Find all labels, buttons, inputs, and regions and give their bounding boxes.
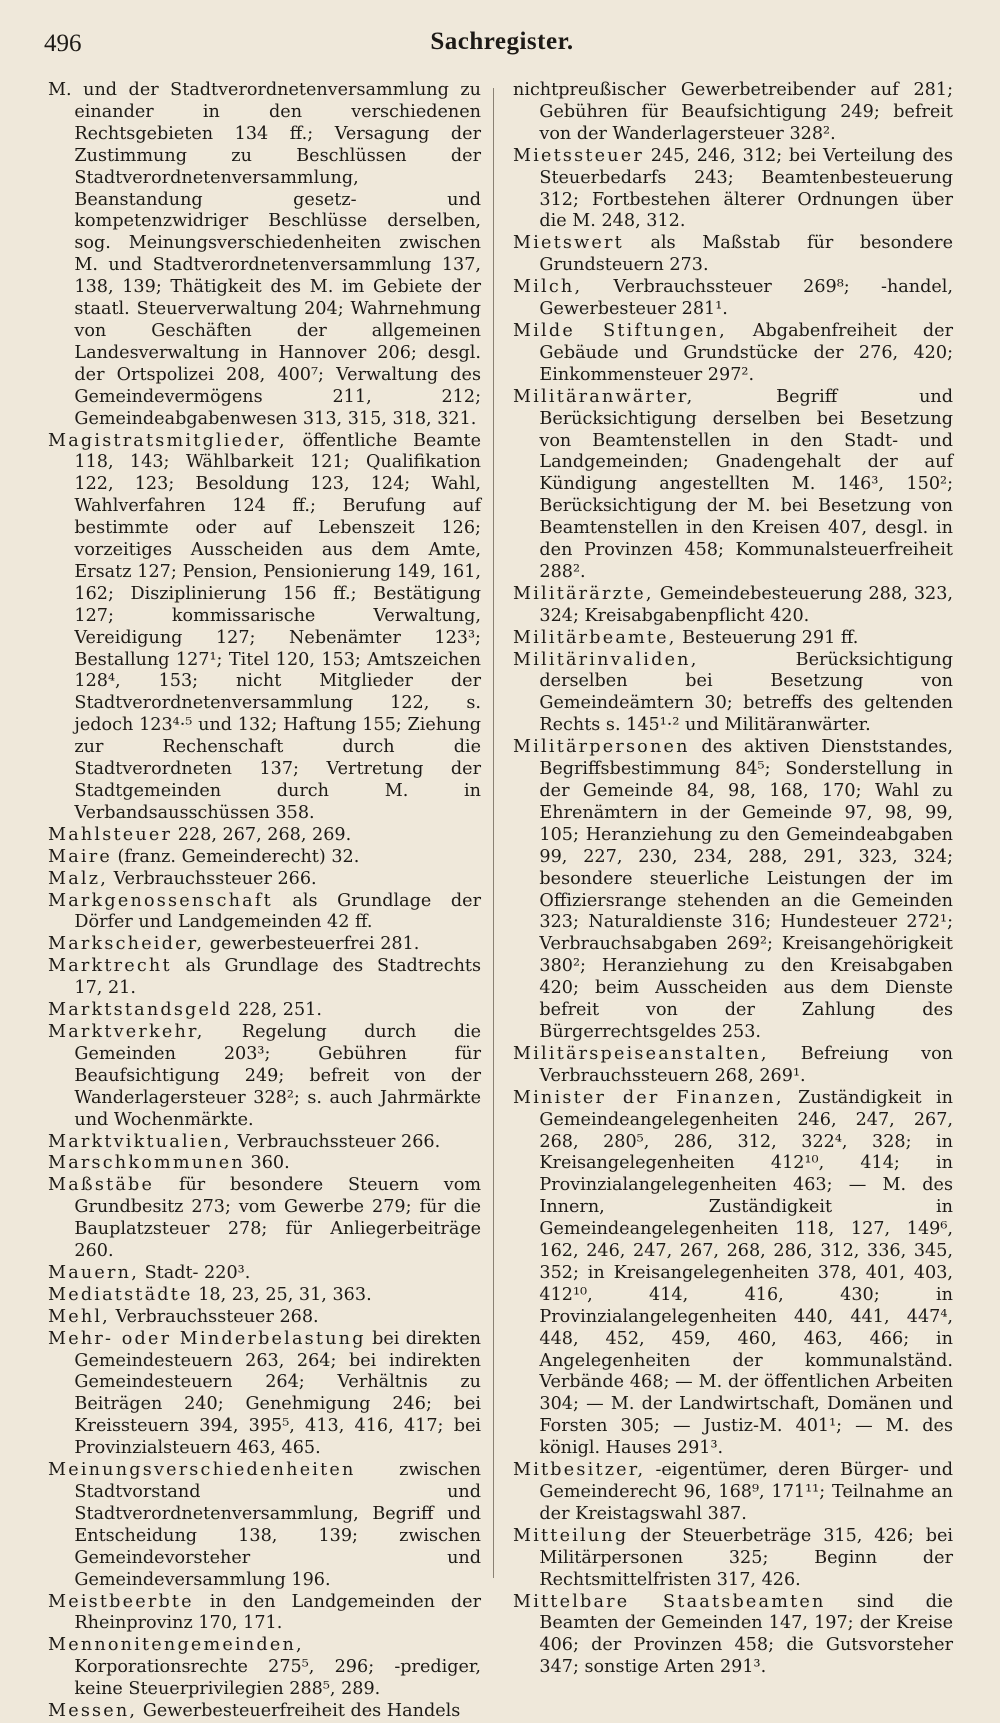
index-entry bbox=[48, 1000, 481, 1022]
entry-text: -eigentümer, deren Bürger- und Gemeinderecht 96, 168⁹, 171¹¹; Teilnahme an der Kreistagswahl 387. bbox=[539, 1460, 953, 1524]
entry-lemma: Milch, bbox=[513, 277, 583, 298]
entry-lemma: Militärärzte, bbox=[513, 583, 654, 604]
entry-text: gewerbesteuerfrei 281. bbox=[204, 934, 420, 955]
index-entry bbox=[513, 277, 953, 321]
entry-lemma: Meistbeerbte bbox=[48, 1591, 194, 1612]
entry-lemma: Mauern, bbox=[48, 1262, 139, 1283]
entry-lemma: Mehr- oder Minderbelastung bbox=[48, 1328, 366, 1349]
entry-text: Verbrauchssteuer 269⁸; -handel, Gewerbesteuer 281¹. bbox=[539, 277, 953, 320]
entry-text: Regelung durch die Gemeinden 203³; Gebühren für Beaufsichtigung 249; befreit von der Wanderlagersteuer 328²; s. auch Jahrmärkte und Wochenmärkte. bbox=[74, 1021, 481, 1130]
index-entry bbox=[513, 1460, 953, 1526]
entry-text: in den Landgemeinden der Rheinprovinz 170, 171. bbox=[74, 1591, 481, 1634]
entry-text: Verbrauchssteuer 268. bbox=[109, 1306, 319, 1327]
entry-lemma: Militärbeamte, bbox=[513, 627, 677, 648]
entry-text: 228, 251. bbox=[232, 1000, 322, 1021]
entry-lemma: Militärpersonen bbox=[513, 737, 690, 758]
index-entry bbox=[513, 737, 953, 1044]
entry-lemma: Meinungsverschiedenheiten bbox=[48, 1460, 356, 1481]
index-entry bbox=[513, 1592, 953, 1680]
index-entry bbox=[48, 1592, 481, 1636]
index-entry bbox=[48, 80, 481, 431]
entry-text: als Grundlage des Stadtrechts 17, 21. bbox=[74, 956, 481, 999]
index-entry bbox=[48, 1263, 481, 1285]
entry-lemma: Mehl, bbox=[48, 1306, 110, 1327]
entry-text: Besteuerung 291 ff. bbox=[676, 627, 859, 648]
entry-lemma: Militärspeiseanstalten, bbox=[513, 1043, 769, 1064]
entry-lemma: Mietswert bbox=[513, 233, 624, 254]
index-entry bbox=[48, 1285, 481, 1307]
entry-text: M. und der Stadtverordnetenversammlung zu einander in den verschiedenen Rechtsgebieten 134 ff.; Versagung der Zustimmung zu Beschlüssen der Stadtverordnetenversammlung, Beanstandung gesetz- und kompetenzwidriger Beschlüsse derselben, sog. Meinungsverschiedenheiten zwischen M. und Stadtverordnetenversammlung 137, 138, 139; Thätigkeit des M. im Gebiete der staatl. Steuerverwaltung 204; Wahrnehmung von Geschäften der allgemeinen Landesverwaltung in Hannover 206; desgl. der Ortspolizei 208, 400⁷; Verwaltung des Gemeindevermögens 211, 212; Gemeindeabgabenwesen 313, 315, 318, 321. bbox=[48, 80, 481, 429]
index-entry bbox=[48, 956, 481, 1000]
entry-lemma: Mitteilung bbox=[513, 1525, 629, 1546]
entry-lemma: Mitbesitzer, bbox=[513, 1460, 646, 1481]
index-entry bbox=[48, 1635, 481, 1701]
index-entry bbox=[48, 1329, 481, 1460]
entry-lemma: Mittelbare Staatsbeamten bbox=[513, 1591, 826, 1612]
entry-lemma: Militärinvaliden, bbox=[513, 649, 699, 670]
index-entry bbox=[48, 847, 481, 869]
column-divider bbox=[493, 88, 494, 1578]
page-header bbox=[44, 28, 960, 68]
entry-text: sind die Beamten der Gemeinden 147, 197; der Kreise 406; der Provinzen 458; die Gutsvorsteher 347; sonstige Arten 291³. bbox=[539, 1591, 953, 1678]
entry-text: als Grundlage der Dörfer und Landgemeinden 42 ff. bbox=[74, 890, 481, 933]
entry-text: Zuständigkeit in Gemeindeangelegenheiten 246, 247, 267, 268, 280⁵, 286, 312, 322⁴, 328; in Kreisangelegenheiten 412¹⁰, 414; in Provinzialangelegenheiten 463; — M. des Innern, Zuständigkeit in Gemeindeangelegenheiten 118, 127, 149⁶, 162, 246, 247, 267, 268, 286, 312, 336, 345, 352; in Kreisangelegenheiten 378, 401, 403, 412¹⁰, 414, 416, 430; in Provinzialangelegenheiten 440, 441, 447⁴, 448, 452, 459, 460, 463, 466; in Angelegenheiten der kommunalständ. Verbände 468; — M. der öffentlichen Arbeiten 304; — M. der Landwirtschaft, Domänen und Forsten 305; — Justiz-M. 401¹; — M. des königl. Hauses 291³. bbox=[539, 1087, 954, 1459]
entry-text: Abgabenfreiheit der Gebäude und Grundstücke der 276, 420; Einkommensteuer 297². bbox=[539, 320, 953, 385]
index-entry bbox=[513, 80, 953, 146]
entry-lemma: Markscheider, bbox=[48, 934, 205, 955]
entry-text: Gemeindebesteuerung 288, 323, 324; Kreisabgabenpflicht 420. bbox=[539, 583, 953, 626]
index-entry bbox=[48, 1153, 481, 1175]
index-entry bbox=[48, 431, 481, 825]
running-title: Sachregister. bbox=[430, 28, 574, 55]
entry-lemma: Milde Stiftungen, bbox=[513, 320, 727, 341]
index-entry bbox=[48, 1460, 481, 1591]
entry-lemma: Marktrecht bbox=[48, 956, 172, 977]
index-entry bbox=[513, 146, 953, 234]
entry-text: 228, 267, 268, 269. bbox=[172, 824, 352, 845]
entry-lemma: Malz, bbox=[48, 868, 108, 889]
index-entry bbox=[513, 1044, 953, 1088]
entry-text: 360. bbox=[244, 1153, 290, 1174]
index-entry bbox=[513, 1526, 953, 1592]
entry-text: bei direkten Gemeindesteuern 263, 264; bei indirekten Gemeindesteuern 264; Verhältnis zu Beiträgen 240; Genehmigung 246; bei Kreissteuern 394, 395⁵, 413, 416, 417; bei Provinzialsteuern 463, 465. bbox=[74, 1328, 481, 1459]
index-entry bbox=[513, 1088, 953, 1460]
index-entry bbox=[48, 869, 481, 891]
entry-text: 245, 246, 312; bei Verteilung des Steuerbedarfs 243; Beamtenbesteuerung 312; Fortbestehen älterer Ordnungen über die M. 248, 312. bbox=[539, 145, 953, 232]
index-entry bbox=[513, 233, 953, 277]
entry-text: Stadt- 220³. bbox=[138, 1262, 251, 1283]
index-entry bbox=[513, 387, 953, 584]
entry-text: (franz. Gemeinderecht) 32. bbox=[111, 846, 360, 867]
right-column bbox=[513, 80, 954, 1678]
entry-text: Begriff und Berücksichtigung derselben bei Besetzung von Beamtenstellen in den Stadt- und Landgemeinden; Gnadengehalt der auf Kündigung angestellten M. 146³, 150²; Berücksichtigung der M. bei Besetzung von Beamtenstellen in den Kreisen 407, desgl. in den Provinzen 458; Kommunalsteuerfreiheit 288². bbox=[539, 386, 953, 582]
index-entry bbox=[48, 891, 481, 935]
entry-text: Gewerbesteuerfreiheit des Handels bbox=[137, 1701, 461, 1722]
page-number: 496 bbox=[44, 30, 82, 57]
index-entry bbox=[513, 321, 953, 387]
index-entry bbox=[48, 1175, 481, 1263]
entry-text: der Steuerbeträge 315, 426; bei Militärpersonen 325; Beginn der Rechtsmittelfristen 317, 426. bbox=[539, 1525, 953, 1590]
entry-text: Verbrauchssteuer 266. bbox=[231, 1131, 441, 1152]
entry-lemma: Mennonitengemeinden, bbox=[48, 1635, 304, 1656]
entry-text: des aktiven Dienststandes, Begriffsbestimmung 84⁵; Sonderstellung in der Gemeinde 84, 98, 168, 170; Wahl zu Ehrenämtern in der Gemeinde 97, 98, 99, 105; Heranziehung zu den Gemeindeabgaben 99, 227, 230, 234, 288, 291, 323, 324; besondere steuerliche Leistungen der im Offiziersrange stehenden an die Gemeinden 323; Naturaldienste 316; Hundesteuer 272¹; Verbrauchsabgaben 269²; Kreisangehörigkeit 380²; Heranziehung zu den Kreisabgaben 420; beim Ausscheiden aus dem Dienste befreit von der Zahlung des Bürgerrechtsgeldes 253. bbox=[539, 737, 953, 1042]
entry-text: zwischen Stadtvorstand und Stadtverordnetenversammlung, Begriff und Entscheidung 138, 139; zwischen Gemeindevorsteher und Gemeindeversammlung 196. bbox=[74, 1460, 481, 1590]
entry-text: 18, 23, 25, 31, 363. bbox=[192, 1284, 372, 1305]
index-entry bbox=[48, 825, 481, 847]
entry-text: als Maßstab für besondere Grundsteuern 273. bbox=[539, 233, 953, 276]
entry-lemma: Mediatstädte bbox=[48, 1284, 193, 1305]
entry-text: Verbrauchssteuer 266. bbox=[108, 868, 317, 889]
entry-text: öffentliche Beamte 118, 143; Wählbarkeit 121; Qualifikation 122, 123; Besoldung 123, 124; Wahl, Wahlverfahren 124 ff.; Berufung auf bestimmte oder auf Lebenszeit 126; vorzeitiges Ausscheiden aus dem Amte, Ersatz 127; Pension, Pensionierung 149, 161, 162; Disziplinierung 156 ff.; Bestätigung 127; kommissarische Verwaltung, Vereidigung 127; Nebenämter 123³; Bestallung 127¹; Titel 120, 153; Amtszeichen 128⁴, 153; nicht Mitglieder der Stadtverordnetenversammlung 122, s. jedoch 123⁴·⁵ und 132; Haftung 155; Ziehung zur Rechenschaft durch die Stadtverordneten 137; Vertretung der Stadtgemeinden durch M. in Verbandsausschüssen 358. bbox=[74, 430, 481, 823]
entry-text: nichtpreußischer Gewerbetreibender auf 281; Gebühren für Beaufsichtigung 249; befreit von der Wanderlagersteuer 328². bbox=[513, 80, 953, 144]
entry-lemma: Marktverkehr, bbox=[48, 1021, 205, 1042]
index-entry bbox=[48, 1307, 481, 1329]
entry-lemma: Maire bbox=[48, 846, 112, 867]
entry-lemma: Marktstandsgeld bbox=[48, 1000, 233, 1021]
entry-lemma: Markgenossenschaft bbox=[48, 890, 273, 911]
entry-lemma: Militäranwärter, bbox=[513, 386, 695, 407]
index-entry bbox=[513, 584, 953, 628]
entry-lemma: Minister der Finanzen, bbox=[513, 1087, 784, 1108]
entry-lemma: Maßstäbe bbox=[48, 1175, 155, 1196]
entry-lemma: Mahlsteuer bbox=[48, 824, 173, 845]
entry-text: Berücksichtigung derselben bei Besetzung von Gemeindeämtern 30; betreffs des geltenden Rechts s. 145¹·² und Militäranwärter. bbox=[539, 649, 953, 736]
entry-lemma: Magistratsmitglieder, bbox=[48, 430, 287, 451]
entry-text: Korporationsrechte 275⁵, 296; -prediger, keine Steuerprivilegien 288⁵, 289. bbox=[74, 1657, 481, 1700]
left-column bbox=[48, 80, 481, 1722]
index-entry bbox=[48, 1132, 481, 1154]
entry-lemma: Mietssteuer bbox=[513, 145, 645, 166]
entry-lemma: Marschkommunen bbox=[48, 1153, 245, 1174]
index-entry bbox=[48, 1022, 481, 1132]
index-entry bbox=[48, 934, 481, 956]
entry-text: für besondere Steuern vom Grundbesitz 273; vom Gewerbe 279; für die Bauplatzsteuer 278; für Anliegerbeiträge 260. bbox=[74, 1175, 481, 1262]
index-entry bbox=[48, 1701, 481, 1723]
index-entry bbox=[513, 650, 953, 738]
entry-lemma: Marktviktualien, bbox=[48, 1131, 232, 1152]
index-entry bbox=[513, 628, 953, 650]
entry-text: Befreiung von Verbrauchssteuern 268, 269¹. bbox=[539, 1043, 953, 1086]
entry-lemma: Messen, bbox=[48, 1701, 138, 1722]
